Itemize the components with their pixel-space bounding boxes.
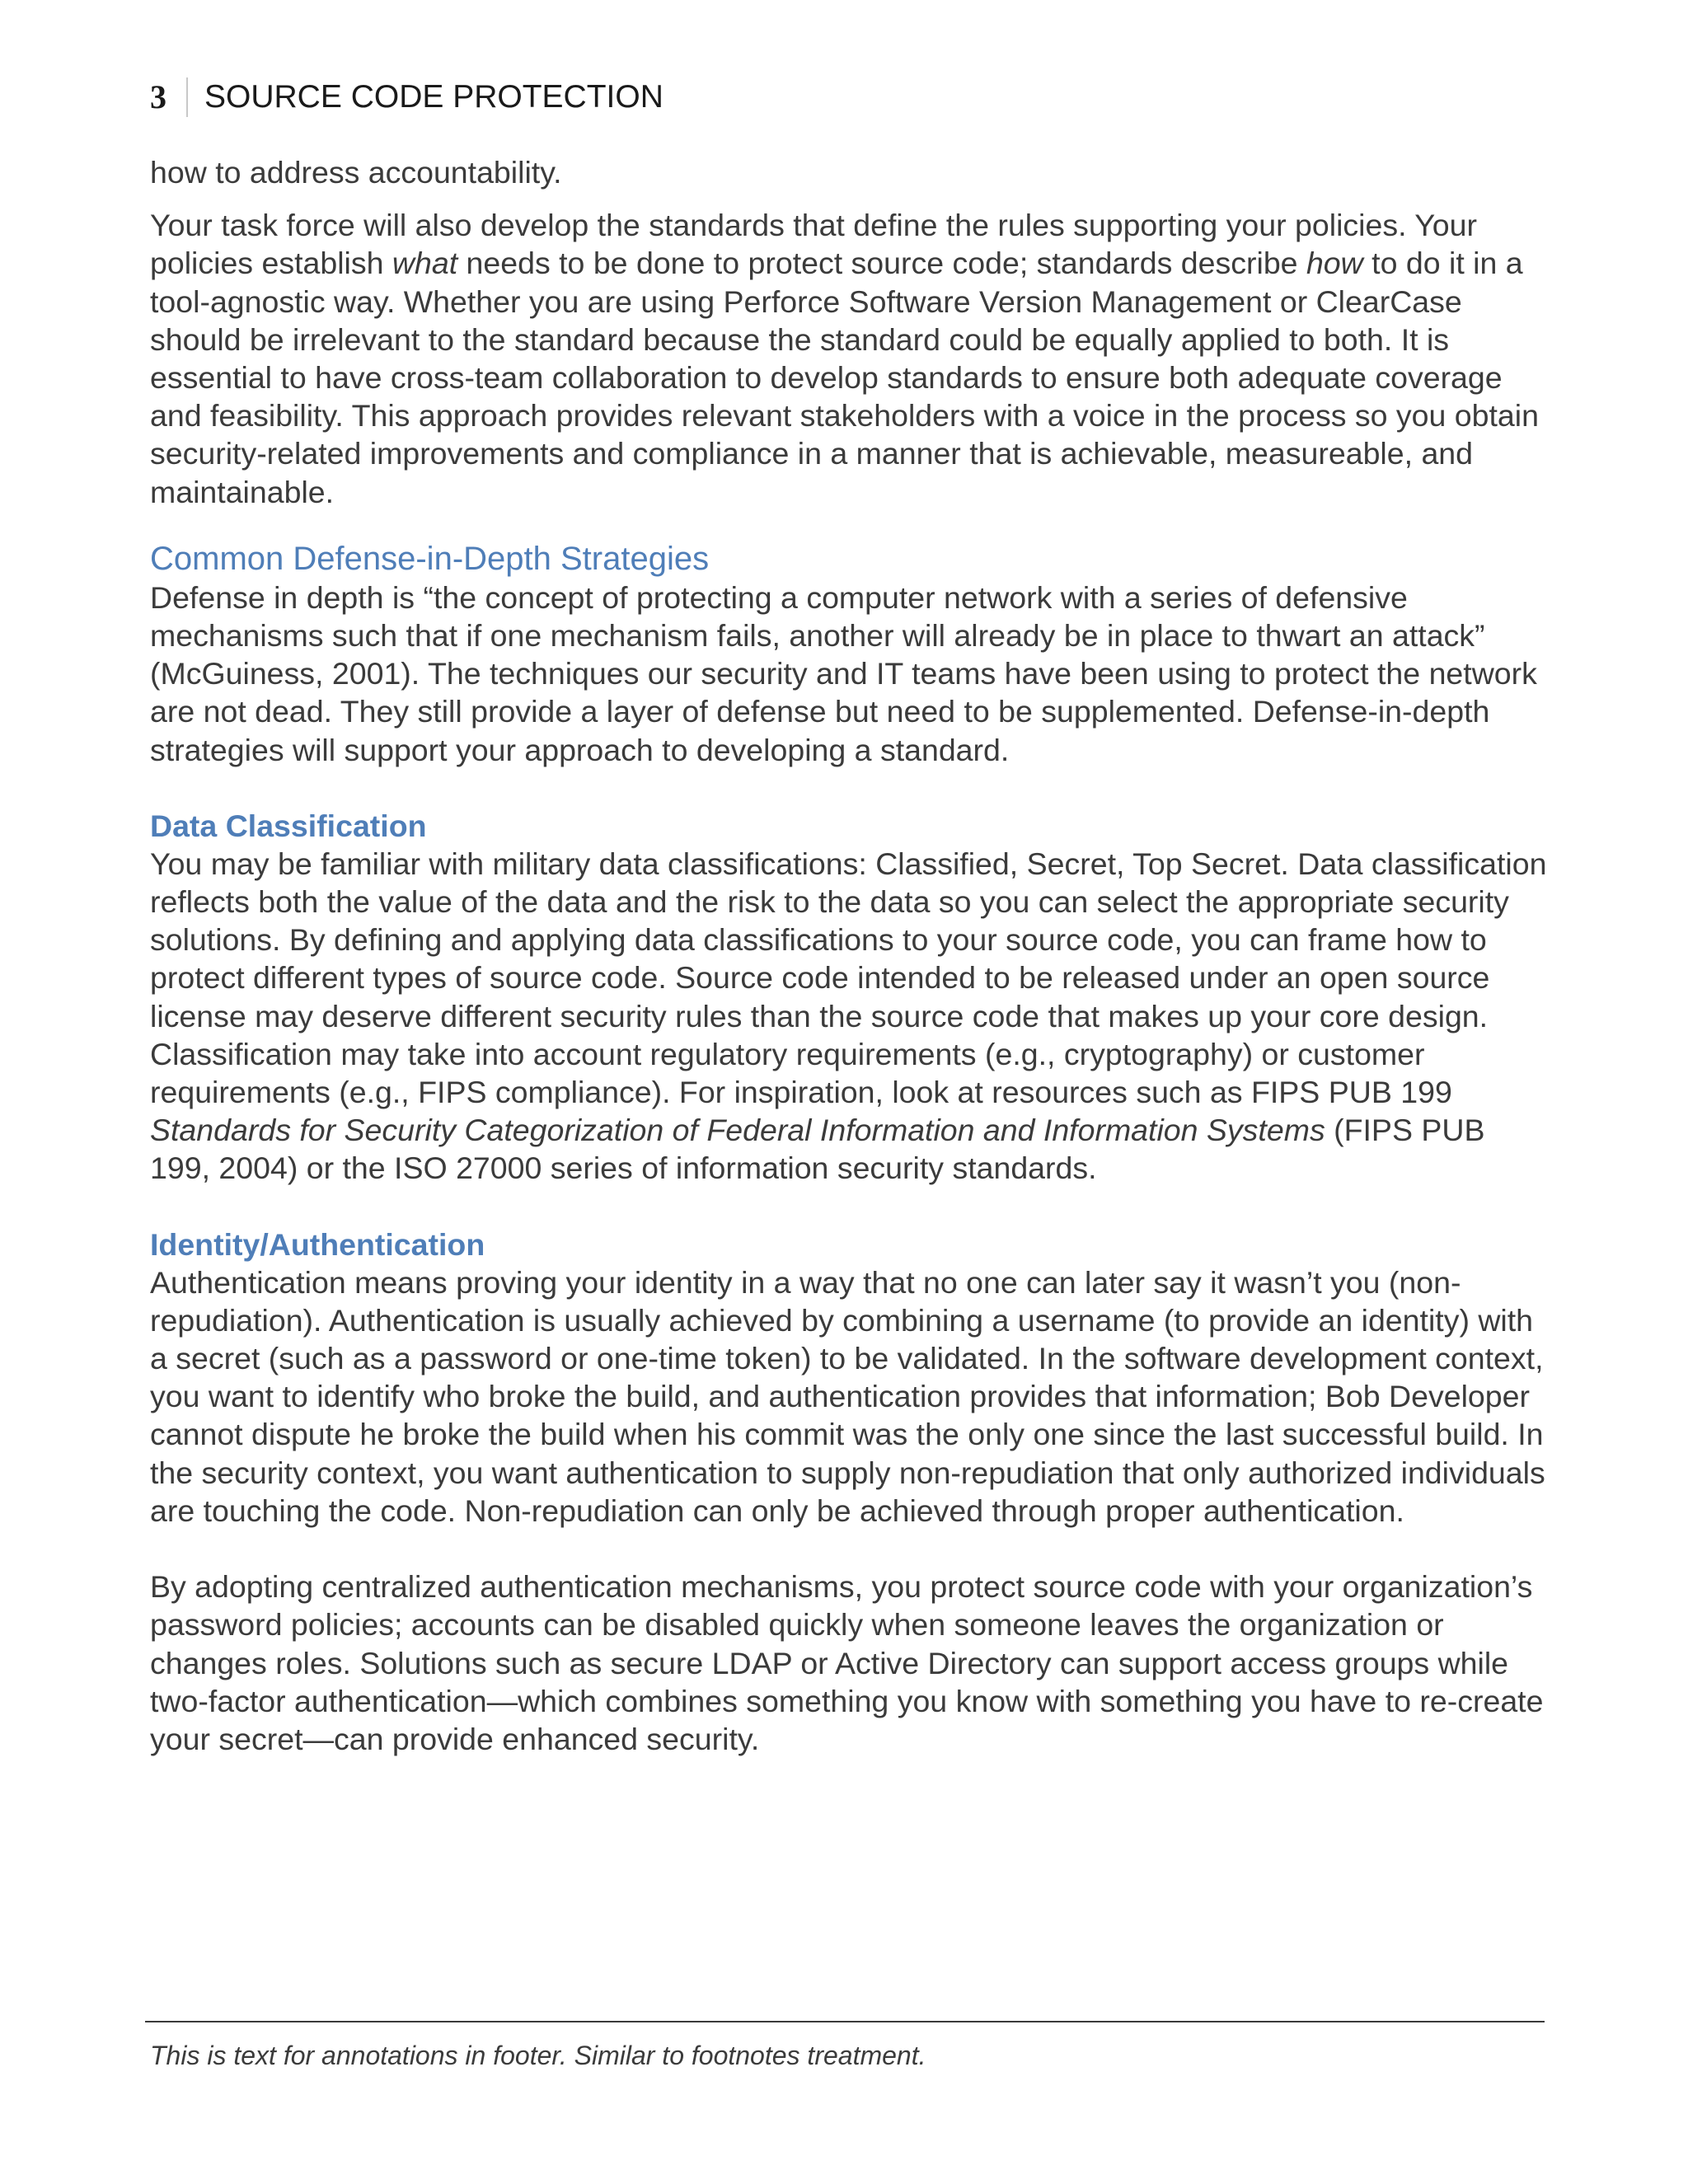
text-run: needs to be done to protect source code; standards describe (457, 246, 1306, 281)
page-content (150, 153, 1551, 1758)
centralized-authentication-paragraph: By adopting centralized authentication mechanisms, you protect source code with your organization’s password policies; accounts can be disabled quickly when someone leaves the organization or changes roles. Solutions such as secure LDAP or Active Directory can support access groups while two-factor authentication—which combines something you know with something you have to re-create your secret—can provide enhanced security. (150, 1569, 1544, 1756)
text-run: (FIPS PUB 199, 2004) or the ISO 27000 series of information security standards. (150, 1113, 1485, 1186)
text-run: You may be familiar with military data classifications: Classified, Secret, Top Secret. Data classification reflects both the value of the data and the risk to the data so you can select the appropriate security solutions. By defining and applying data classifications to your source code, you can frame how to protect different types of source code. Source code intended to be released under an open source license may deserve different security rules than the source code that makes up your core design. Classification may take into account regulatory requirements (e.g., cryptography) or customer requirements (e.g., FIPS compliance). For inspiration, look at resources such as FIPS PUB 199 (150, 846, 1547, 1110)
emphasis-how: how (1306, 246, 1363, 281)
footer-divider (145, 2021, 1545, 2022)
standards-paragraph (150, 206, 1551, 511)
subheading-identity-authentication: Identity/Authentication (150, 1226, 485, 1262)
identity-paragraph: Authentication means proving your identity in a way that no one can later say it wasn’t you (non-repudiation). Authentication is usually achieved by combining a username (to provide an identity) with a secret (such as a password or one-time token) to be validated. In the software development context, you want to identify who broke the build, and authentication provides that information; Bob Developer cannot dispute he broke the build when his commit was the only one since the last successful build. In the security context, you want authentication to supply non-repudiation that only authorized individuals are touching the code. Non-repudiation can only be achieved through proper authentication. (150, 1264, 1545, 1528)
intro-line: how to address accountability. (150, 155, 562, 190)
text-run: Your task force will also develop the standards that define the rules supporting your policies. Your policies establish (150, 208, 1478, 281)
running-title: SOURCE CODE PROTECTION (204, 79, 663, 115)
page-header (150, 74, 663, 120)
section-heading: Common Defense-in-Depth Strategies (150, 540, 710, 577)
footer-annotation: This is text for annotations in footer. Similar to footnotes treatment. (150, 2041, 926, 2070)
emphasis-fips-title: Standards for Security Categorization of Federal Information and Information Systems (150, 1113, 1325, 1148)
defense-paragraph: Defense in depth is “the concept of protecting a computer network with a series of defensive mechanisms such that if one mechanism fails, another will already be in place to thwart an attack” (McGuiness, 2001). The techniques our security and IT teams have been using to protect the network are not dead. They still provide a layer of defense but need to be supplemented. Defense-in-depth strategies will support your approach to developing a standard. (150, 579, 1537, 767)
data-classification-paragraph (150, 845, 1551, 1188)
emphasis-what: what (392, 246, 458, 281)
page-number: 3 (150, 77, 188, 117)
subheading-data-classification: Data Classification (150, 808, 427, 843)
text-run: to do it in a tool-agnostic way. Whether you are using Perforce Software Version Management or ClearCase should be irrelevant to the standard because the standard could be equally applied to both. It is essential to have cross-team collaboration to develop standards to ensure both adequate coverage and feasibility. This approach provides relevant stakeholders with a voice in the process so you obtain security-related improvements and compliance in a manner that is achievable, measureable, and maintainable. (150, 246, 1539, 509)
